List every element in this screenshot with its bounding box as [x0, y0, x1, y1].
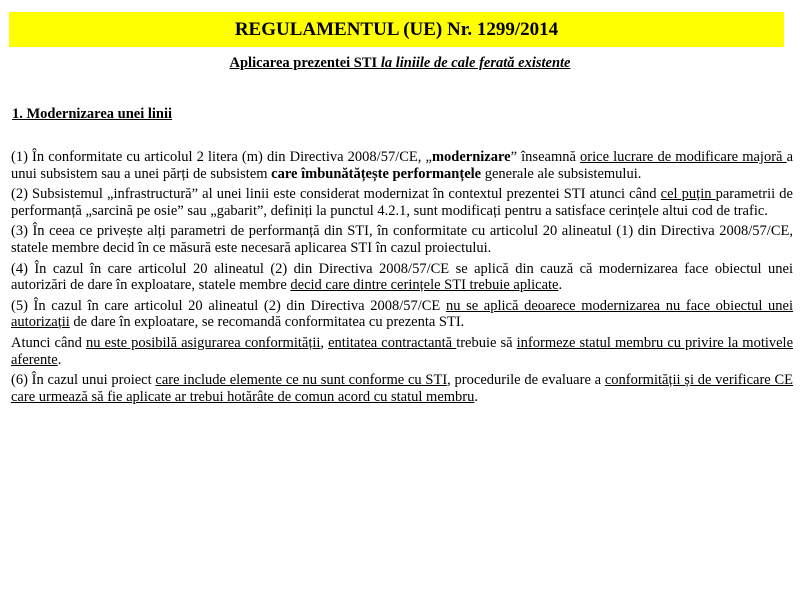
subtitle	[0, 55, 800, 72]
text-run: cel puțin	[660, 186, 716, 203]
text-run: .	[57, 351, 62, 368]
document-title: REGULAMENTUL (UE) Nr. 1299/2014	[234, 18, 559, 40]
paragraph-5	[11, 298, 793, 331]
text-run: modernizare	[431, 149, 511, 165]
text-run: (3) În ceea ce privește alți parametri de performanță din STI, în conformitate cu articolul 20 alineatul (1) din Directiva 2008/57/CE, statele membre decid în ce măsură este necesară aplicarea STI în cazul proiectului.	[11, 223, 793, 256]
paragraph-4	[11, 261, 793, 294]
text-run: care îmbunătățește performanțele	[271, 165, 482, 182]
paragraph-7	[11, 372, 793, 405]
text-run: entitatea contractantă	[328, 334, 457, 351]
text-run: nu este posibilă asigurarea conformității	[85, 334, 321, 351]
text-run: (5) În cazul în care articolul 20 alineatul (2) din Directiva 2008/57/CE	[11, 297, 446, 314]
text-run: generale ale subsistemului.	[481, 165, 642, 182]
text-run: nu se aplică deoarece modernizarea nu face obiectul unei autorizații	[11, 297, 794, 331]
text-run: a unui subsistem sau a unei părți de subsistem	[11, 149, 794, 182]
text-run: orice lucrare de modificare majoră	[580, 149, 787, 165]
text-run: (1) În conformitate cu articolul 2 litera (m) din Directiva 2008/57/CE, „	[11, 149, 432, 165]
paragraph-1	[11, 149, 793, 182]
title-banner	[9, 12, 784, 47]
text-run: .	[558, 277, 563, 294]
text-run: (4) În cazul în care articolul 20 alineatul (2) din Directiva 2008/57/CE se aplică din cauză că modernizarea face obiectul unei autorizări de dare în exploatare, statele membre	[11, 260, 793, 294]
text-run: care include elemente ce nu sunt conforme cu STI	[155, 372, 448, 389]
text-run: .	[474, 388, 478, 405]
text-run: decid care dintre cerințele STI trebuie aplicate	[290, 277, 559, 294]
paragraph-6	[11, 335, 793, 368]
text-run: parametrii de performanță „sarcină pe osie” sau „gabarit”, definiți la punctul 4.2.1, sunt modificați pentru a satisface cerințele altui cod de trafic.	[11, 186, 793, 219]
text-run: , procedurile de evaluare a	[447, 372, 605, 389]
subtitle-italic: la liniile de cale ferată existente	[380, 55, 571, 71]
text-run: (2) Subsistemul „infrastructură” al unei linii este considerat modernizat în contextul prezentei STI atunci când	[11, 186, 661, 203]
paragraph-3	[11, 223, 793, 256]
text-run: Atunci când	[11, 334, 86, 351]
text-run: de dare în exploatare, se recomandă conformitatea cu prezenta STI.	[69, 314, 465, 331]
paragraph-2	[11, 186, 793, 219]
text-run: (6) În cazul unui proiect	[11, 372, 156, 389]
text-run: trebuie să	[456, 334, 517, 351]
section-heading: 1. Modernizarea unei linii	[12, 106, 173, 122]
text-run: conformității și de verificare CE care urmează să fie aplicate ar trebui hotărâte de comun acord cu statul membru	[11, 372, 794, 405]
text-run: ,	[320, 334, 329, 351]
text-run: ” înseamnă	[510, 149, 581, 165]
document-body	[11, 149, 793, 409]
subtitle-plain: Aplicarea prezentei STI	[229, 55, 381, 71]
text-run: informeze statul membru cu privire la motivele aferente	[11, 334, 794, 368]
